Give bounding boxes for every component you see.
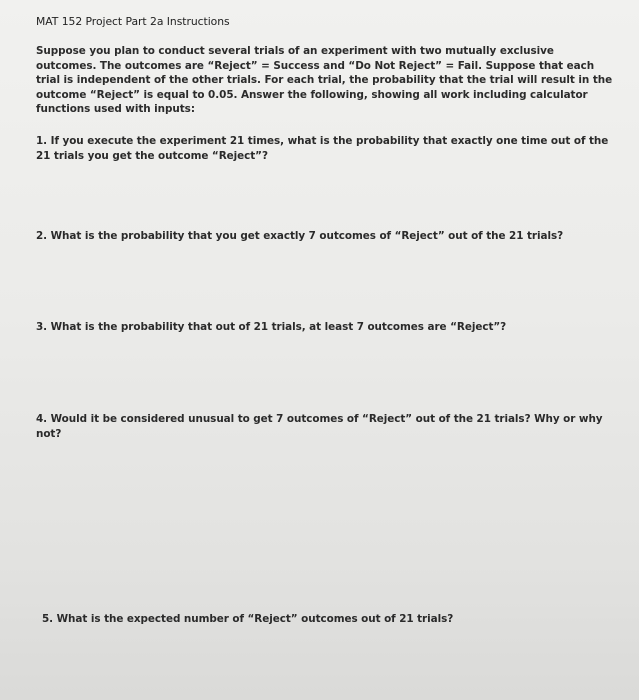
question-3: 3. What is the probability that out of 21 trials, at least 7 outcomes are “Reject”? (36, 321, 507, 333)
question-2: 2. What is the probability that you get exactly 7 outcomes of “Reject” out of the 21 trials? (36, 230, 564, 242)
document-title: MAT 152 Project Part 2a Instructions (36, 15, 230, 28)
intro-paragraph: Suppose you plan to conduct several trials of an experiment with two mutually exclusive outcomes. The outcomes are “Reject” = Success and “Do Not Reject” = Fail. Suppose that each trial is independent of the other trials. For each trial, the probability that the trial will result in the outcome “Reject” is equal to 0.05. Answer the following, showing all work including calculator functions used with inputs: (36, 45, 613, 115)
question-4: 4. Would it be considered unusual to get 7 outcomes of “Reject” out of the 21 trials? Why or why not? (36, 413, 603, 440)
question-5: 5. What is the expected number of “Reject” outcomes out of 21 trials? (42, 613, 454, 625)
question-1: 1. If you execute the experiment 21 times, what is the probability that exactly one time out of the 21 trials you get the outcome “Reject”? (36, 135, 609, 162)
